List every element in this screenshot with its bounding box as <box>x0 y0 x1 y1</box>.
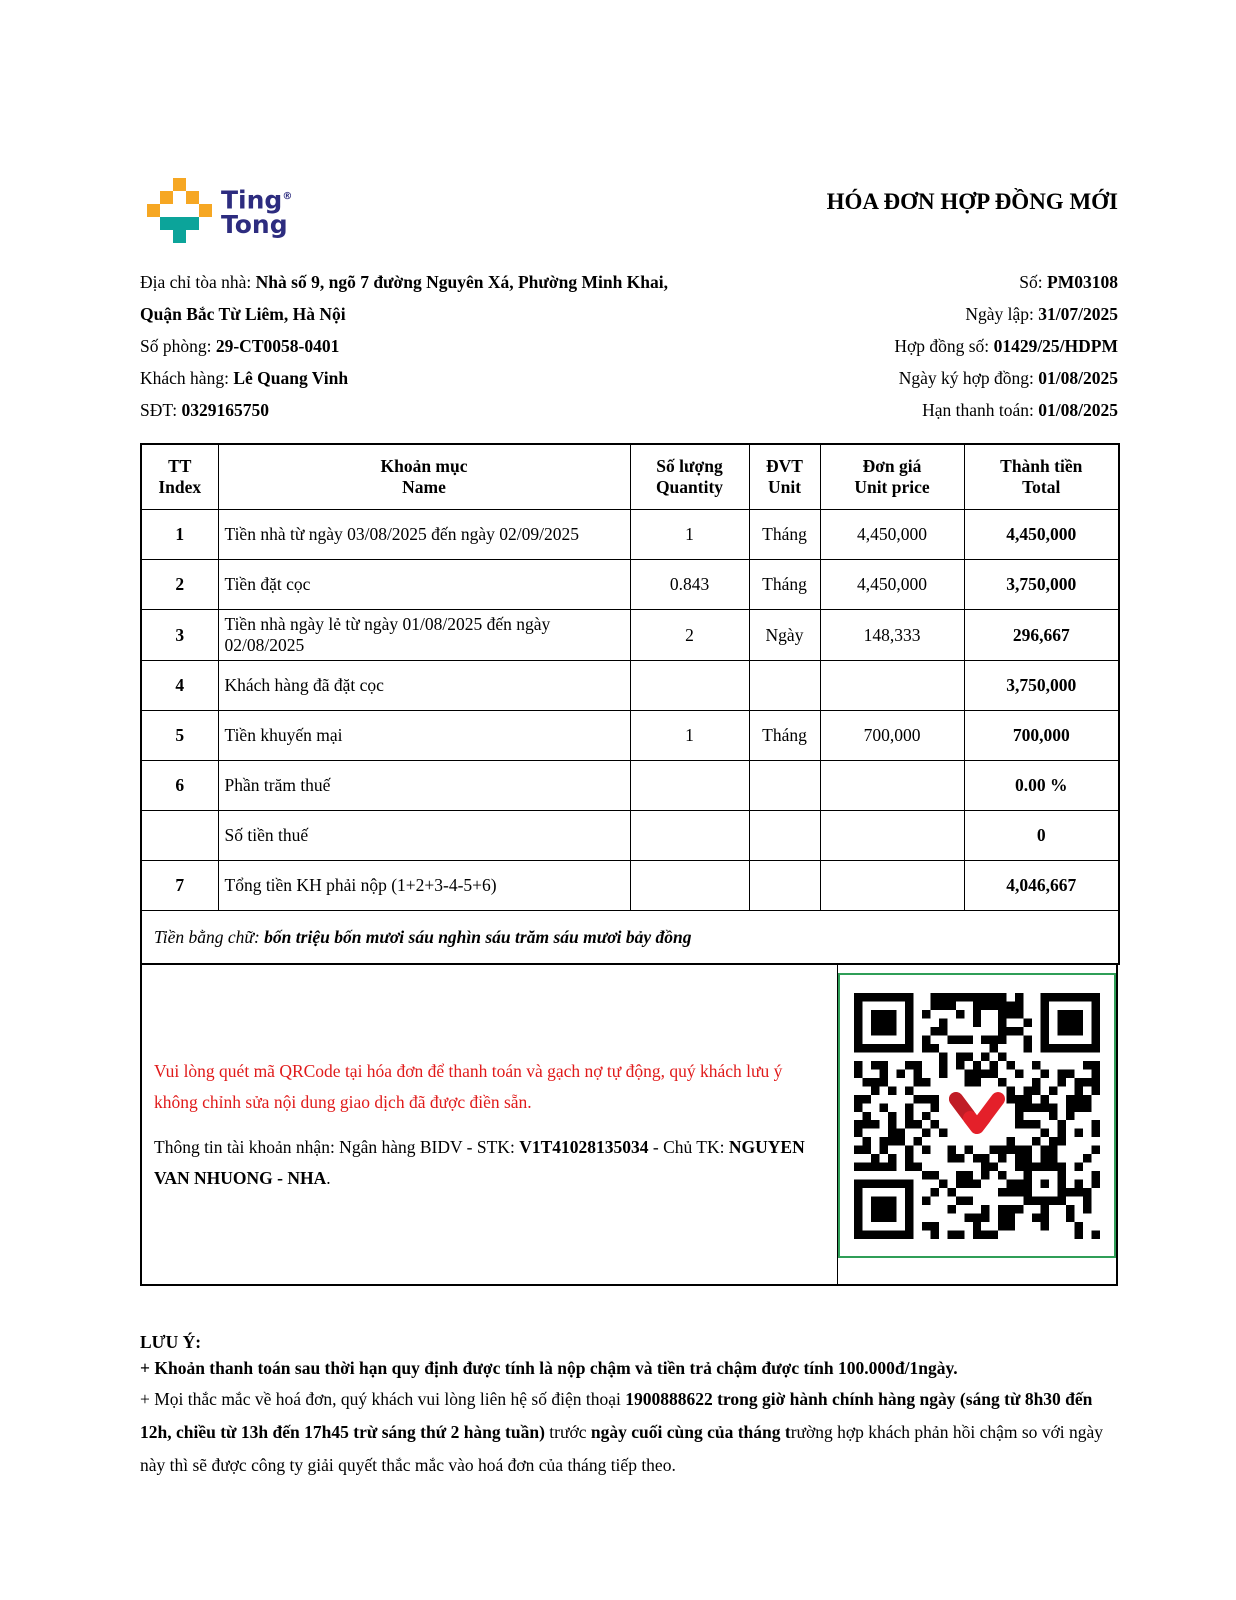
table-cell <box>749 761 820 811</box>
table-cell: 1 <box>141 510 218 560</box>
text-segment: 1900888622 trong giờ hành chính hàng ngày (sáng từ 8h30 đến 12h, chiều từ 13h đến 17h45 trừ sáng thứ 2 hàng tuần) <box>140 1389 1093 1442</box>
col-header-total: Thành tiền Total <box>964 444 1119 510</box>
table-cell: Khách hàng đã đặt cọc <box>218 661 630 711</box>
info-label: Hợp đồng số: <box>894 336 994 356</box>
table-row <box>141 510 1119 560</box>
table-cell <box>630 761 749 811</box>
col-header-quantity: Số lượng Quantity <box>630 444 749 510</box>
info-value: 01/08/2025 <box>1038 368 1118 388</box>
text-segment: + Mọi thắc mắc về hoá đơn, quý khách vui lòng liên hệ số điện thoại <box>140 1389 626 1409</box>
info-value: 31/07/2025 <box>1038 304 1118 324</box>
items-table-body <box>141 510 1119 911</box>
info-line <box>140 362 688 394</box>
table-cell <box>630 811 749 861</box>
table-cell: 148,333 <box>820 610 964 661</box>
table-cell: 4,450,000 <box>820 560 964 610</box>
table-row <box>141 811 1119 861</box>
table-cell: 5 <box>141 711 218 761</box>
info-label: Ngày lập: <box>965 304 1039 324</box>
text-segment: - Chủ TK: <box>648 1136 729 1157</box>
page-title: HÓA ĐƠN HỢP ĐỒNG MỚI <box>826 189 1118 214</box>
late-payment-note: + Khoản thanh toán sau thời hạn quy định được tính là nộp chậm và tiền trả chậm được tính 100.000đ/1ngày. <box>140 1358 958 1378</box>
payment-box <box>140 963 1118 1286</box>
info-line <box>894 266 1118 298</box>
table-cell: Tiền nhà ngày lẻ từ ngày 01/08/2025 đến ngày 02/08/2025 <box>218 610 630 661</box>
logo-pixel <box>186 217 199 230</box>
col-header-name: Khoản mục Name <box>218 444 630 510</box>
info-line <box>894 298 1118 330</box>
info-value: 01429/25/HDPM <box>993 336 1118 356</box>
table-cell: 0.843 <box>630 560 749 610</box>
notes-heading: LƯU Ý: <box>140 1332 202 1352</box>
table-cell <box>630 861 749 911</box>
table-cell: 296,667 <box>964 610 1119 661</box>
table-cell: 4,450,000 <box>820 510 964 560</box>
table-cell: 3,750,000 <box>964 661 1119 711</box>
table-cell: 700,000 <box>964 711 1119 761</box>
info-label: Địa chỉ tòa nhà: <box>140 272 256 292</box>
tingtong-logo-text <box>221 184 293 240</box>
invoice-meta-block <box>894 266 1118 426</box>
logo-pixel <box>199 204 212 217</box>
logo-word-ting: Ting <box>221 185 283 215</box>
info-value: PM03108 <box>1047 272 1118 292</box>
table-cell: 4,046,667 <box>964 861 1119 911</box>
vietqr-v-logo-icon <box>946 1087 1008 1145</box>
table-cell: 4 <box>141 661 218 711</box>
table-cell <box>630 661 749 711</box>
qr-frame <box>838 973 1116 1258</box>
info-line <box>894 330 1118 362</box>
table-row <box>141 861 1119 911</box>
table-cell: Tổng tiền KH phải nộp (1+2+3-4-5+6) <box>218 861 630 911</box>
col-header-unit: ĐVT Unit <box>749 444 820 510</box>
info-line <box>894 362 1118 394</box>
tingtong-logo-icon <box>147 178 212 243</box>
table-cell: 3,750,000 <box>964 560 1119 610</box>
table-cell: Tiền nhà từ ngày 03/08/2025 đến ngày 02/09/2025 <box>218 510 630 560</box>
text-segment: NGUYEN VAN NHUONG - NHA <box>154 1136 805 1188</box>
table-cell <box>141 811 218 861</box>
payment-instructions <box>142 965 837 1284</box>
table-cell <box>820 661 964 711</box>
text-segment: rường hợp khách phản hồi chậm so với ngày này thì sẽ được công ty giải quyết thắc mắc vào hoá đơn của tháng tiếp theo. <box>140 1422 1104 1475</box>
contact-note <box>140 1383 1118 1482</box>
table-cell: Tiền đặt cọc <box>218 560 630 610</box>
table-row <box>141 661 1119 711</box>
table-cell: Tháng <box>749 510 820 560</box>
info-label: SĐT: <box>140 400 182 420</box>
table-cell: Tháng <box>749 711 820 761</box>
table-cell: 7 <box>141 861 218 911</box>
table-row <box>141 610 1119 661</box>
bank-account-info <box>154 1132 815 1194</box>
registered-mark: ® <box>282 191 293 202</box>
table-header-row <box>141 444 1119 510</box>
table-row <box>141 560 1119 610</box>
table-cell: 2 <box>630 610 749 661</box>
logo-pixel <box>173 178 186 191</box>
logo-pixel <box>173 230 186 243</box>
table-cell: Phần trăm thuế <box>218 761 630 811</box>
info-label: Ngày ký hợp đồng: <box>898 368 1039 388</box>
table-row <box>141 761 1119 811</box>
info-label: Số: <box>1019 272 1048 292</box>
invoice-info <box>140 266 1118 426</box>
table-cell: 3 <box>141 610 218 661</box>
invoice-main <box>140 443 1118 1482</box>
text-segment: trước <box>544 1422 591 1442</box>
table-cell: Ngày <box>749 610 820 661</box>
info-line <box>140 394 688 426</box>
table-cell: 0 <box>964 811 1119 861</box>
table-cell: 6 <box>141 761 218 811</box>
amount-in-words-row <box>141 911 1119 965</box>
info-value: 0329165750 <box>181 400 269 420</box>
logo-pixel <box>160 217 173 230</box>
qr-cell <box>837 965 1116 1284</box>
info-label: Hạn thanh toán: <box>922 400 1039 420</box>
info-value: Lê Quang Vinh <box>233 368 349 388</box>
info-label: Khách hàng: <box>140 368 234 388</box>
text-segment: Thông tin tài khoản nhận: Ngân hàng BIDV - STK: <box>154 1136 520 1157</box>
table-cell: 700,000 <box>820 711 964 761</box>
logo-word-tong: Tong <box>221 210 288 240</box>
qr-warning-text: Vui lòng quét mã QRCode tại hóa đơn để thanh toán và gạch nợ tự động, quý khách lưu ý không chỉnh sửa nội dung giao dịch đã được điền sẵn. <box>154 1060 783 1112</box>
table-cell: Tháng <box>749 560 820 610</box>
table-cell: 4,450,000 <box>964 510 1119 560</box>
text-segment: V1T41028135034 <box>519 1136 649 1157</box>
table-cell: Tiền khuyến mại <box>218 711 630 761</box>
table-cell <box>749 661 820 711</box>
amount-in-words: Tiền bằng chữ: bốn triệu bốn mươi sáu nghìn sáu trăm sáu mươi bảy đồng <box>141 911 1119 965</box>
table-cell: 0.00 % <box>964 761 1119 811</box>
table-cell: 1 <box>630 711 749 761</box>
logo-pixel <box>186 191 199 204</box>
logo-pixel <box>173 217 186 230</box>
info-label: Số phòng: <box>140 336 216 356</box>
table-cell <box>820 761 964 811</box>
items-table <box>140 443 1120 965</box>
table-cell <box>820 861 964 911</box>
table-cell <box>820 811 964 861</box>
info-value: Nhà số 9, ngõ 7 đường Nguyên Xá, Phường Minh Khai, Quận Bắc Từ Liêm, Hà Nội <box>140 272 669 324</box>
table-cell: 2 <box>141 560 218 610</box>
info-line <box>140 266 688 330</box>
table-cell <box>749 861 820 911</box>
customer-info-block <box>140 266 688 426</box>
table-cell <box>749 811 820 861</box>
info-value: 01/08/2025 <box>1038 400 1118 420</box>
col-header-index: TT Index <box>141 444 218 510</box>
text-segment: ngày cuối cùng của tháng t <box>590 1422 791 1442</box>
info-line <box>894 394 1118 426</box>
tingtong-logo <box>147 178 292 243</box>
footer-notes <box>140 1332 1118 1482</box>
logo-pixel <box>147 204 160 217</box>
table-row <box>141 711 1119 761</box>
info-value: 29-CT0058-0401 <box>215 336 340 356</box>
table-cell: Số tiền thuế <box>218 811 630 861</box>
table-cell: 1 <box>630 510 749 560</box>
logo-pixel <box>160 191 173 204</box>
info-line <box>140 330 688 362</box>
text-segment: . <box>326 1167 331 1188</box>
col-header-unit-price: Đơn giá Unit price <box>820 444 964 510</box>
